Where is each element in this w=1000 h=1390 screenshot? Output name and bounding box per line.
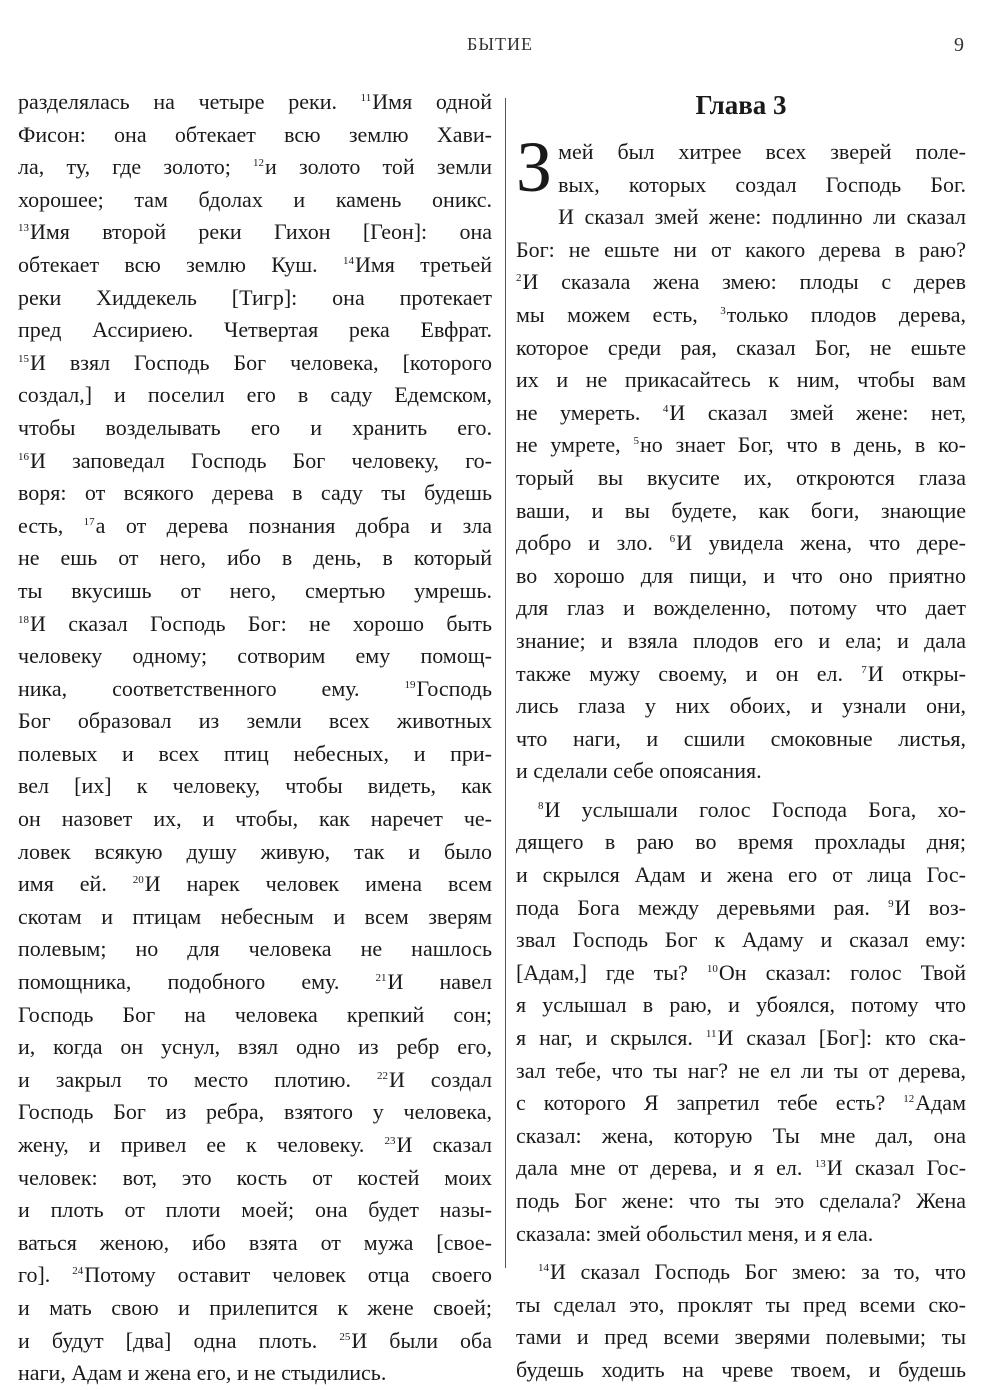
text-line: полевым; но для человека не нашлось <box>18 936 492 962</box>
text-line: и сделали себе опоясания. <box>516 758 762 784</box>
text-line: обтекает всю землю Куш. $^{14}$Имя третьей <box>18 251 493 277</box>
text-line: человеку одному; сотворим ему помощ- <box>18 643 492 669</box>
text-line: человек: вот, это кость от костей моих <box>18 1164 492 1190</box>
text-line: и скрылся Адам и жена его от лица Гос- <box>516 862 966 888</box>
text-line: помощника, подобного ему. $^{21}$И навел <box>18 969 492 995</box>
text-line: ла, ту, где золото; $^{12}$и золото той земли <box>18 154 492 180</box>
text-line: го]. $^{24}$Потому оставит человек отца своего <box>18 1262 493 1288</box>
text-line: Господь Бог из ребра, взятого у человека, <box>18 1099 492 1125</box>
right-column <box>516 88 966 1387</box>
text-line: и мать свою и прилепится к жене своей; <box>18 1294 492 1320</box>
text-line: разделялась на четыре реки. $^{11}$Имя одной <box>18 89 492 114</box>
text-line: подь Бог жене: что ты это сделала? Жена <box>516 1188 966 1213</box>
text-line: Господь Бог на человека крепкий сон; <box>18 1001 492 1027</box>
text-line: ловек всякую душу живую, так и было <box>18 838 492 864</box>
text-line: Бог: не ешьте ни от какого дерева в раю? <box>516 236 966 262</box>
text-line: не умрете, $^5$но знает Бог, что в день, в ко- <box>516 432 966 458</box>
text-line: $^{13}$Имя второй реки Гихон [Геон]: она <box>18 219 492 245</box>
text-line: не ешь от него, ибо в день, в который <box>18 545 492 571</box>
text-line: $^{14}$И сказал Господь Бог змею: за то, что <box>538 1259 966 1285</box>
text-line: тами и пред всеми зверями полевыми; ты <box>516 1324 966 1350</box>
text-line: дала мне от дерева, и я ел. $^{13}$И сказал Гос- <box>516 1155 967 1181</box>
text-line: [Адам,] где ты? $^{10}$Он сказал: голос Твой <box>516 959 966 985</box>
text-line: добро и зло. $^6$И увидела жена, что дере- <box>516 530 966 556</box>
text-line: будешь ходить на чреве твоем, и будешь <box>516 1356 966 1382</box>
running-title: БЫТИЕ <box>466 34 534 54</box>
text-line: их и не прикасайтесь к ним, чтобы вам <box>516 367 966 393</box>
text-line: жену, и привел ее к человеку. $^{23}$И сказал <box>18 1132 493 1157</box>
text-line: и будут [два] одна плоть. $^{25}$И были оба <box>18 1327 493 1353</box>
text-line: есть, $^{17}$а от дерева познания добра и зла <box>18 512 492 538</box>
column-divider <box>505 98 506 1268</box>
text-line: имя ей. $^{20}$И нарек человек имена всем <box>18 871 493 897</box>
text-line: $^2$И сказала жена змею: плоды с дерев <box>516 269 966 295</box>
text-line: ты сделал это, проклят ты пред всеми ско- <box>516 1291 966 1317</box>
text-line: ваши, и вы будете, как боги, знающие <box>516 497 966 523</box>
text-line: во хорошо для пищи, и что оно приятно <box>516 562 966 588</box>
text-line: звал Господь Бог к Адаму и сказал ему: <box>516 927 966 953</box>
text-line: пред Ассириею. Четвертая река Евфрат. <box>18 317 492 343</box>
text-line: Бог образовал из земли всех животных <box>18 708 492 734</box>
text-line: я услышал в раю, и убоялся, потому что <box>516 992 966 1018</box>
text-line: и плоть от плоти моей; она будет назы- <box>18 1197 492 1223</box>
left-column <box>18 86 492 1390</box>
text-line: $^{15}$И взял Господь Бог человека, [которого <box>18 349 492 375</box>
text-line: чтобы возделывать его и хранить его. <box>18 414 492 440</box>
text-line: $^8$И услышали голос Господа Бога, хо- <box>538 796 966 822</box>
text-line: зал тебе, что ты наг? не ел ли ты от дерева, <box>516 1057 966 1083</box>
text-line: создал,] и поселил его в саду Едемском, <box>18 382 492 408</box>
text-line: скотам и птицам небесным и всем зверям <box>18 903 492 929</box>
text-line: также мужу своему, и он ел. $^7$И откры- <box>516 660 967 686</box>
text-line: которое среди рая, сказал Бог, не ешьте <box>516 334 966 360</box>
text-line: хорошее; там бдолах и камень оникс. <box>18 186 492 212</box>
text-line: мей был хитрее всех зверей поле- <box>558 139 966 164</box>
page-number: 9 <box>954 34 964 56</box>
text-line: полевых и всех птиц небесных, и при- <box>18 740 492 766</box>
text-line: и закрыл то место плотию. $^{22}$И создал <box>18 1066 492 1092</box>
text-line: торый вы вкусите их, откроются глаза <box>516 464 966 490</box>
text-line: дящего в раю во время прохлады дня; <box>516 829 966 855</box>
text-line: И сказал змей жене: подлинно ли сказал <box>558 204 966 230</box>
text-line: $^{18}$И сказал Господь Бог: не хорошо быть <box>18 610 492 636</box>
text-line: мы можем есть, $^3$только плодов дерева, <box>516 301 966 327</box>
text-line: Фисон: она обтекает всю землю Хави- <box>18 121 492 147</box>
text-line: сказал: жена, которую Ты мне дал, она <box>516 1122 966 1148</box>
text-line: вых, которых создал Господь Бог. <box>558 171 966 197</box>
text-line: ваться женою, ибо взята от мужа [свое- <box>18 1229 492 1255</box>
text-line: и, когда он уснул, взял одно из ребр его, <box>18 1034 492 1060</box>
text-line: с которого Я запретил тебе есть? $^{12}$Адам <box>516 1090 966 1116</box>
text-line: наги, Адам и жена его, и не стыдились. <box>18 1360 387 1386</box>
text-line: ты вкусишь от него, смертью умрешь. <box>18 577 492 603</box>
text-line: он назовет их, и чтобы, как наречет че- <box>18 806 492 832</box>
text-line: я наг, и скрылся. $^{11}$И сказал [Бог]: кто ска- <box>516 1025 966 1051</box>
text-line: воря: от всякого дерева в саду ты будешь <box>18 480 492 506</box>
text-line: сказала: змей обольстил меня, и я ела. <box>516 1220 874 1246</box>
text-line: для глаз и вожделенно, потому что дает <box>516 595 966 621</box>
text-line: ника, соответственного ему. $^{19}$Господь <box>18 675 492 701</box>
text-line: что наги, и сшили смоковные листья, <box>516 725 966 751</box>
text-line: вел [их] к человеку, чтобы видеть, как <box>18 773 492 799</box>
text-line: $^{16}$И заповедал Господь Бог человеку, го- <box>18 447 492 473</box>
chapter-title: Глава 3 <box>695 90 787 120</box>
text-line: пода Бога между деревьями рая. $^9$И воз- <box>516 894 966 920</box>
text-line: не умереть. $^4$И сказал змей жене: нет, <box>516 399 967 425</box>
text-line: реки Хиддекель [Тигр]: она протекает <box>18 284 492 310</box>
text-line: знание; и взяла плодов его и ела; и дала <box>516 627 966 653</box>
text-line: лись глаза у них обоих, и узнали они, <box>516 693 966 719</box>
drop-cap: З <box>516 127 553 207</box>
